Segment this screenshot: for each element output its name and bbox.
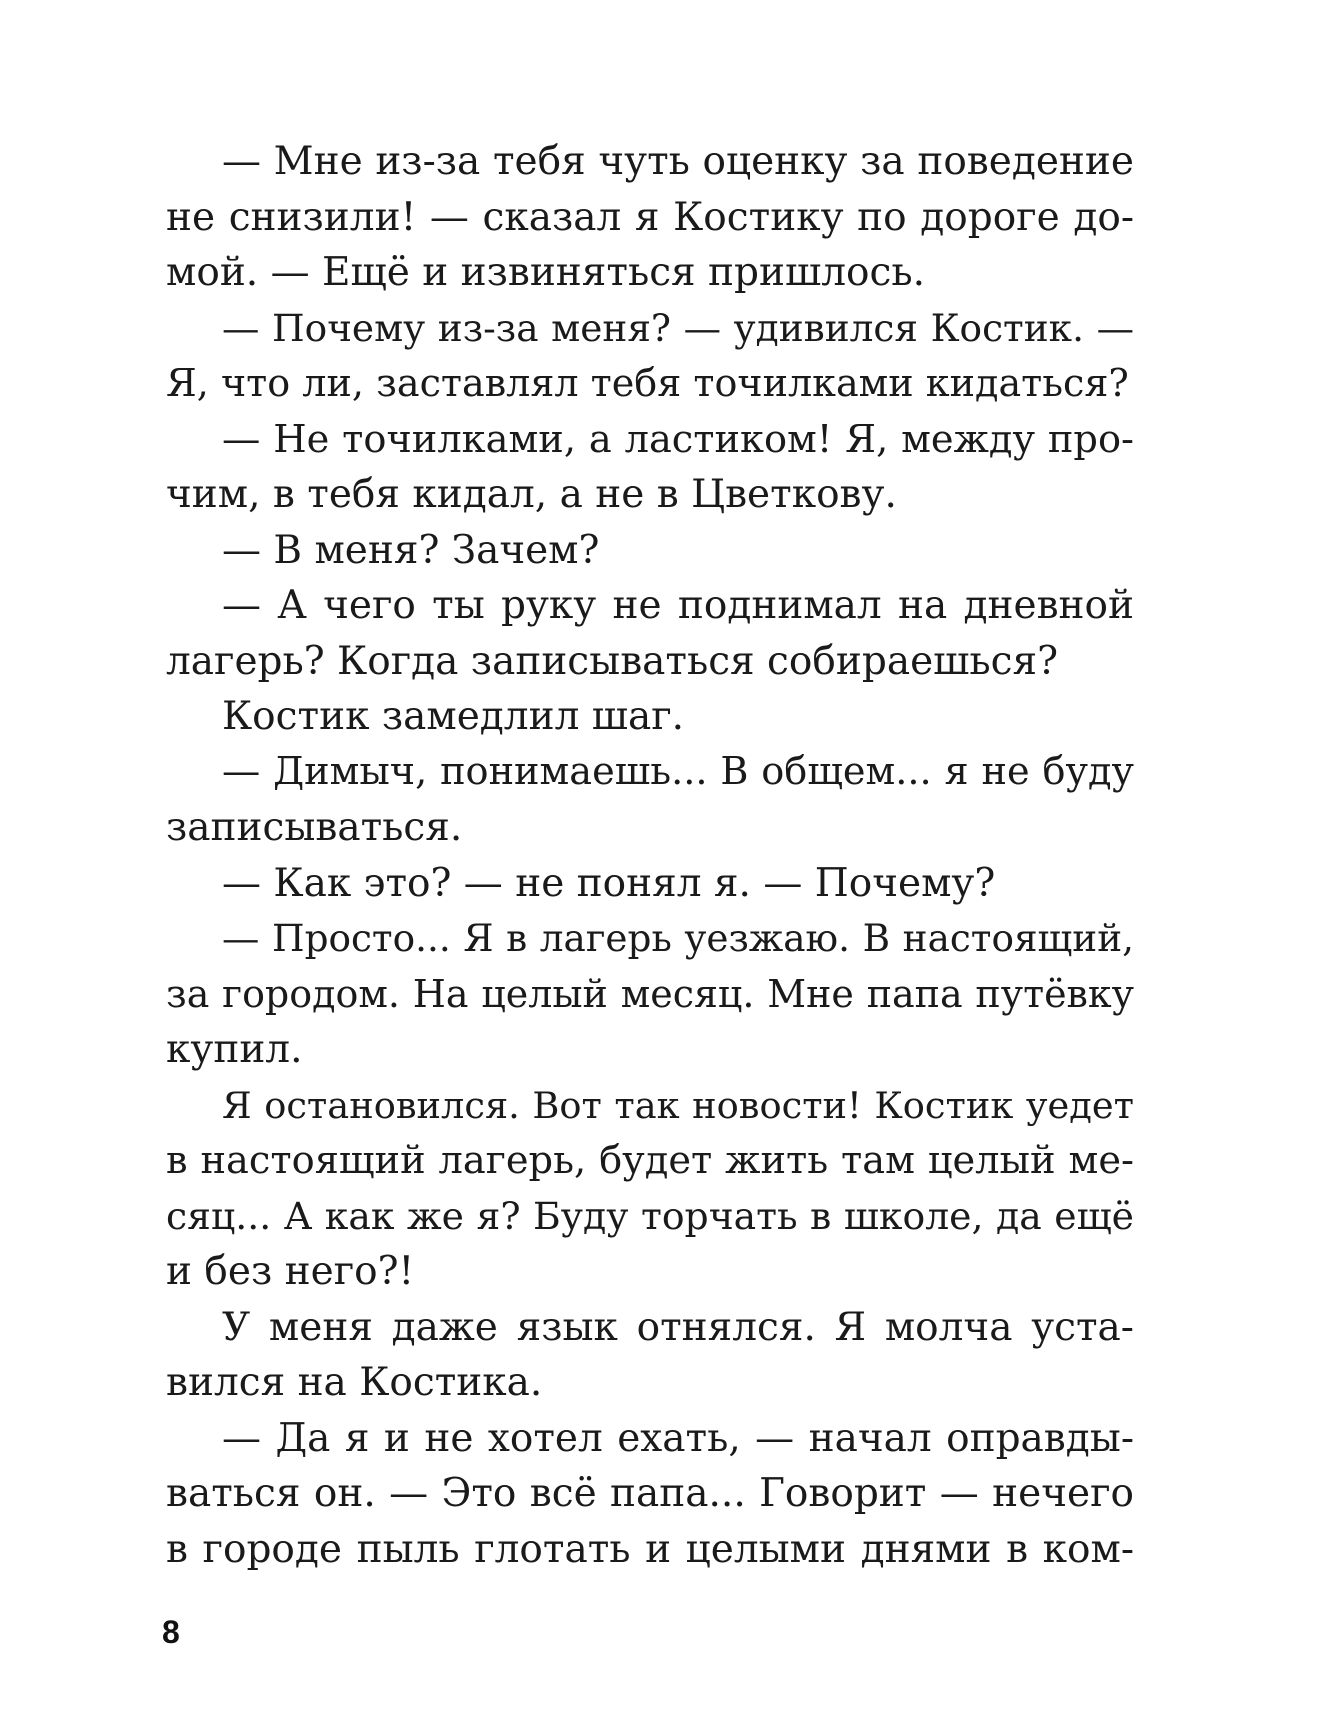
text-line: Костик замедлил шаг. (222, 694, 685, 739)
text-line: Я, что ли, заставлял тебя точилками кидаться? (166, 361, 1129, 405)
text-line: Я остановился. Вот так новости! Костик уедет (222, 1083, 1134, 1127)
text-line: чим, в тебя кидал, а не в Цветкову. (166, 472, 897, 517)
text-line: и без него?! (166, 1249, 415, 1294)
text-line: в городе пыль глотать и целыми днями в ком- (166, 1526, 1134, 1572)
text-line: не снизили! — сказал я Костику по дороге до- (166, 194, 1134, 240)
text-line: в настоящий лагерь, будет жить там целый ме- (166, 1138, 1134, 1183)
text-line: записываться. (166, 805, 463, 850)
text-line: — Мне из-за тебя чуть оценку за поведение (222, 139, 1134, 184)
text-line: — Не точилками, а ластиком! Я, между про- (222, 416, 1134, 462)
page-number: 8 (162, 1614, 180, 1650)
text-line: вился на Костика. (166, 1360, 543, 1405)
page-body (166, 134, 1134, 1577)
text-line: — Да я и не хотел ехать, — начал оправды- (222, 1415, 1134, 1461)
text-line: лагерь? Когда записываться собираешься? (166, 638, 1058, 684)
text-line: — Почему из-за меня? — удивился Костик. — (222, 305, 1134, 350)
text-line: — Димыч, понимаешь... В общем... я не буду (222, 749, 1134, 794)
text-line: сяц... А как же я? Буду торчать в школе, да ещё (166, 1193, 1134, 1238)
text-line: — Как это? — не понял я. — Почему? (222, 860, 996, 906)
text-line: купил. (166, 1027, 303, 1072)
text-line: за городом. На целый месяц. Мне папа путёвку (166, 971, 1134, 1016)
text-line: — А чего ты руку не поднимал на дневной (222, 583, 1134, 628)
text-line: мой. — Ещё и извиняться пришлось. (166, 250, 925, 295)
text-line: ваться он. — Это всё папа... Говорит — нечего (166, 1471, 1134, 1516)
text-line: У меня даже язык отнялся. Я молча уста- (222, 1304, 1134, 1350)
text-line: — В меня? Зачем? (222, 527, 600, 573)
text-line: — Просто... Я в лагерь уезжаю. В настоящий, (222, 916, 1134, 960)
